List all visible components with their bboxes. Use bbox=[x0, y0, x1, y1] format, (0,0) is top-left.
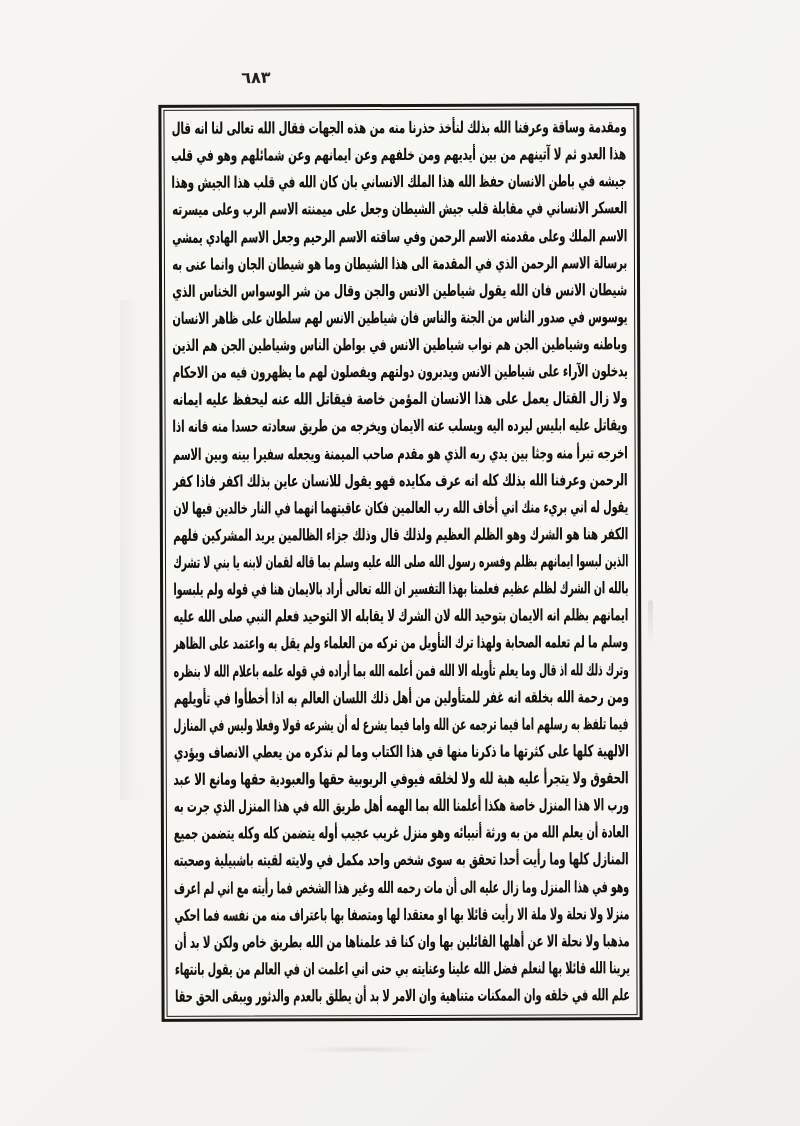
text-line-content: المنازل كلها وما رأيت أحدا تحقق به سوى شخص واحد مكمل في ولايته لقيته باشبيلية وصحبته bbox=[174, 849, 630, 871]
text-line bbox=[172, 223, 627, 251]
text-line-content: الكفر هنا هو الشرك وهو الظلم العظيم ولذلك قال وذلك جزاء الظالمين يريد المشركين فلهم bbox=[172, 524, 628, 545]
text-line-content: الرحمن وعرفنا الله بذلك كله انه عرف مكايده فهو يقول للانسان عاين بذلك اكفر فاذا كفر bbox=[172, 469, 628, 491]
text-line bbox=[174, 928, 629, 956]
text-line bbox=[174, 955, 629, 983]
text-line bbox=[173, 521, 628, 549]
text-line-content: ومن رحمة الله بخلقه انه غفر للمتأولين من أهل ذلك اللسان العالم به اذا أخطأوا في تأويلهم bbox=[173, 686, 629, 708]
text-line bbox=[174, 874, 629, 902]
text-line-content: اخرجه تبرأ منه وجثا بين يدي ربه الذي هو مقدم صاحب الميمنة ويجعله سفيرا بينه وبين الاسم bbox=[172, 442, 628, 464]
text-line bbox=[172, 331, 627, 359]
text-line bbox=[174, 847, 629, 875]
text-line-content: وباطنه وشياطين الجن هم نواب شياطين الانس في بواطن الناس وشياطين الجن هم الذين bbox=[172, 334, 628, 355]
text-line-content: العادة أن يعلم الله من به ورثة أنبيائه وهو منزل غريب عجيب أوله يتضمن كله وكله يتضمن جميع bbox=[173, 822, 629, 844]
text-line-content: يدخلون الآراء على شياطين الانس ويدبرون دولتهم ويفصلون لهم ما يظهرون فيه من الاحكام bbox=[172, 361, 628, 382]
text-line-content: ورب الا هذا المنزل خاصة هكذا أعلمنا الله بما الهمه أهل طريق الله في هذا المنزل الذي جرت به bbox=[173, 795, 629, 816]
text-line bbox=[172, 196, 627, 224]
text-line bbox=[172, 168, 627, 196]
text-line bbox=[173, 602, 628, 630]
scan-smudge bbox=[648, 600, 653, 646]
text-line bbox=[172, 413, 627, 441]
text-area bbox=[163, 108, 637, 1017]
text-line-content: يقول له اني بريء منك اني أخاف الله رب العالمين فكان عاقبتهما انهما في النار خالدين فيها لان bbox=[172, 496, 628, 518]
text-line bbox=[173, 657, 628, 685]
text-line-content: ايمانهم بظلم انه الايمان بتوحيد الله لان الشرك لا يقابله الا التوحيد فعلم النبي صلى الله عليه bbox=[173, 605, 629, 627]
text-line-content: ويقاتل عليه ابليس ليرده اليه ويسلب عنه الايمان ويخرجه من طريق سعادته حسدا منه فانه اذا bbox=[172, 415, 628, 437]
text-line-content: ومقدمة وساقة وعرفنا الله بذلك لنأخذ حذرنا منه من هذه الجهات فقال الله تعالى لنا انه قال bbox=[171, 117, 627, 138]
text-line-content: يرينا الله قائلا بها لنعلم فضل الله علينا وعنايته بي حتى اني اعلمت ان في العالم من يقول بانتهاء bbox=[174, 958, 630, 979]
scan-smudge bbox=[295, 1046, 435, 1053]
page-number: ٦٨٣ bbox=[241, 67, 271, 88]
text-line-content: وسلم ما لم تعلمه الصحابة ولهذا ترك التأويل من تركه من العلماء ولم يقل به واعتمد على الظاهر bbox=[173, 632, 629, 654]
text-line-content: الذين لبسوا ايمانهم بظلم وفسره رسول الله صلى الله عليه وسلم بما قاله لقمان لابنه يا بني لا تشرك bbox=[172, 551, 629, 572]
text-line-content: ولا زال القتال يعمل على هذا الانسان المؤمن خاصة فيقاتل الله عنه ليحفظ عليه ايمانه bbox=[172, 388, 628, 410]
text-line-content: منزلا ولا نحلة ولا ملة الا رأيت قائلا بها او معتقدا لها ومتصفا بها باعتراف منه من نفسه فما احكي bbox=[174, 903, 630, 925]
text-line-content: الحقوق ولا يتجرأ عليه هبة لله ولا لخلقه فيوفي الربوبية حقها والعبودية حقها ومانع الا عبد bbox=[173, 768, 629, 789]
text-line-content: وهو في هذا المنزل وما زال عليه الى أن مات رحمه الله وغير هذا الشخص فما رأيته مع اني لم اعرف bbox=[174, 876, 630, 898]
text-line bbox=[173, 440, 628, 468]
text-line bbox=[172, 277, 627, 305]
body-text bbox=[171, 114, 629, 1011]
text-line bbox=[173, 467, 628, 495]
text-line bbox=[171, 114, 626, 142]
text-line bbox=[172, 250, 627, 278]
text-line bbox=[174, 901, 629, 929]
text-line-content: وترك ذلك لله اذ قال وما يعلم تأويله الا الله فمن أعلمه الله بما أراده في قوله علمه باعلام الله لا بنظره bbox=[173, 659, 629, 681]
text-line bbox=[174, 738, 629, 766]
text-line bbox=[174, 765, 629, 793]
text-line-content: فيما تلفظ به رسلهم اما فيما ترجمه عن الله واما فيما يشرع له أن يشرعه قولا وفعلا وليس في المنازل bbox=[173, 713, 629, 735]
text-line bbox=[173, 575, 628, 603]
text-line-content: العسكر الانساني في مقابلة قلب جيش الشيطان وجعل على ميمنته الاسم الرب وعلى ميسرته bbox=[171, 198, 627, 220]
text-line bbox=[172, 141, 627, 169]
text-line bbox=[173, 630, 628, 658]
text-line bbox=[173, 548, 628, 576]
text-line bbox=[174, 711, 629, 739]
text-line-content: يوسوس في صدور الناس من الجنة والناس فان شياطين الانس لهم سلطان على ظاهر الانسان bbox=[172, 307, 628, 328]
page-border-frame bbox=[158, 103, 642, 1022]
text-line bbox=[174, 982, 629, 1010]
text-line bbox=[174, 819, 629, 847]
text-line bbox=[173, 494, 628, 522]
text-line-content: جيشه في باطن الانسان حفظ الله هذا الملك الانساني بان كان الله في قلب هذا الجيش وهذا bbox=[171, 171, 627, 193]
text-line bbox=[172, 385, 627, 413]
text-line-content: مذهبا ولا نحلة الا عن أهلها القائلين بها وان كنا قد علمناها من الله بطريق خاص ولكن لا بد أن bbox=[174, 930, 630, 952]
text-line bbox=[173, 684, 628, 712]
text-line bbox=[174, 792, 629, 820]
text-line bbox=[172, 304, 627, 332]
text-line-content: الالهية كلها على كثرتها ما ذكرنا منها في هذا الكتاب وما لم نذكره من يعطي الانصاف ويؤدي bbox=[173, 741, 629, 762]
text-line-content: هذا العدو ثم لا آتينهم من بين أيديهم ومن خلفهم وعن ايمانهم وعن شمائلهم وهو في قلب bbox=[171, 144, 627, 165]
text-line-content: الاسم الملك وعلى مقدمته الاسم الرحمن وفي ساقته الاسم الرحيم وجعل الاسم الهادي يمشي bbox=[171, 225, 627, 247]
text-line bbox=[172, 358, 627, 386]
text-line-content: شيطان الانس فان الله يقول شياطين الانس والجن وقال من شر الوسواس الخناس الذي bbox=[172, 279, 628, 301]
text-line-content: بالله ان الشرك لظلم عظيم فعلمنا بهذا التفسير ان الله تعالى أراد بالايمان هنا في قوله ولم يلبسوا bbox=[173, 578, 629, 599]
scan-shadow bbox=[120, 300, 138, 800]
text-line-content: برسالة الاسم الرحمن الذي في المقدمة الى هذا الشيطان وما هو شيطان الجان وانما عنى به bbox=[171, 252, 627, 274]
text-line-content: علم الله في خلقه وان الممكنات متناهية وان الامر لا بد أن يطلق بالعدم والدثور ويبقى الحق حقا bbox=[174, 985, 630, 1006]
